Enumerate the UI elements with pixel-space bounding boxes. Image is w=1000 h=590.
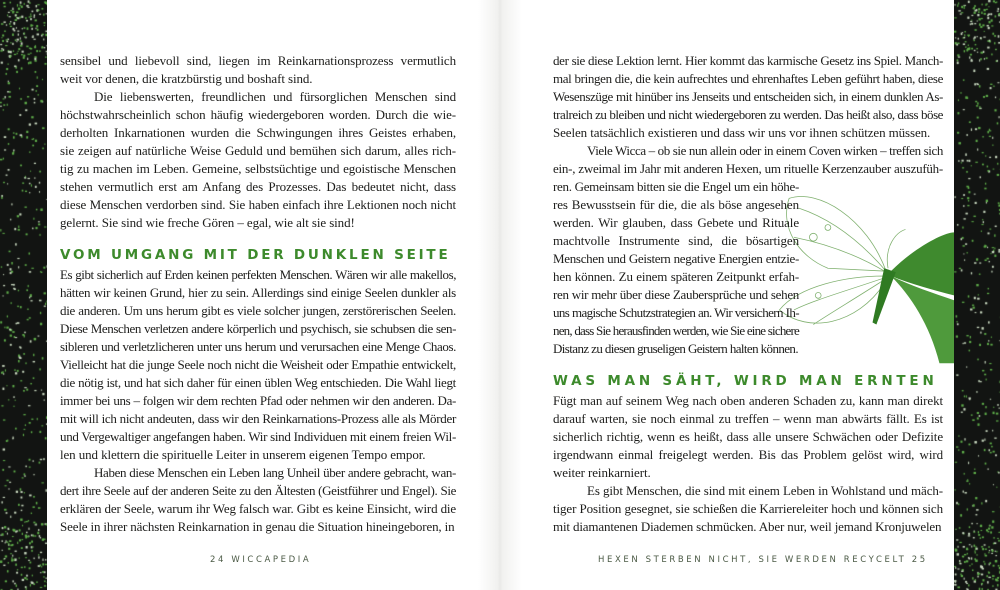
text-line: len und klettern die spirituelle Leiter in unserem eigenen Tempo empor. — [60, 447, 426, 462]
text-line: weiter reinkarniert. — [553, 465, 651, 480]
text-line: Es gibt Menschen, die sind mit einem Leben in Wohlstand und mäch- — [587, 483, 943, 498]
text-line: erklären der Seele, warum ihr Weg falsch war. Gibt es keine Einsicht, wird die — [60, 501, 456, 516]
text-line: Viele Wicca – ob sie nun allein oder in einem Coven wirken – treffen sich — [587, 143, 943, 158]
decorative-border-right — [954, 0, 1000, 590]
text-line: nen, dass Sie herausfinden werden, wie Sie eine sichere — [553, 323, 799, 338]
text-line: darauf warten, sie noch einmal zu treffen – wenn man abwärts fällt. Es ist — [553, 411, 943, 426]
text-line: mit diamantenen Diademen schmücken. Aber nur, weil jemand Kronjuwelen — [553, 519, 942, 534]
page-gutter — [478, 0, 522, 590]
text-line: sensibel und liebevoll sind, liegen im Reinkarnationsprozess vermutlich — [60, 53, 456, 68]
text-line: mit will ich nicht andeuten, dass wir den Reinkarnations-Prozess alle als Mörder — [60, 411, 456, 426]
text-line: dert ihre Seele auf der anderen Seite zu den Ältesten (Geistführer und Engel). Sie — [60, 483, 456, 498]
text-line: machtvolle Instrumente sind, die bösartigen — [553, 233, 799, 248]
text-line: ren. Gemeinsam bitten sie die Engel um ein höhe- — [553, 179, 799, 194]
text-line: hätten wir keinen Grund, hier zu sein. Allerdings sind einige Seelen dunkler als — [60, 285, 456, 300]
text-line: werden. Wir glauben, dass Gebete und Rituale — [553, 215, 799, 230]
page-footer-right: HEXEN STERBEN NICHT, SIE WERDEN RECYCELT 25 — [598, 555, 928, 565]
text-line: Fügt man auf seinem Weg nach oben anderen Schaden zu, kann man direkt — [553, 393, 943, 408]
decorative-border-left — [0, 0, 47, 590]
text-line: tig zu machen im Leben. Gemeine, selbstsüchtige und egoistische Menschen — [60, 161, 456, 176]
section-heading: VOM UMGANG MIT DER DUNKLEN SEITE — [60, 247, 451, 263]
text-line: Die liebenswerten, freundlichen und fürsorglichen Menschen sind — [94, 89, 456, 104]
text-line: stehen vermutlich erst am Anfang des Prozesses. Das bedeutet nicht, dass — [60, 179, 456, 194]
text-line: irgendwann einmal freigelegt werden. Bis das Problem gelöst wird, wird — [553, 447, 943, 462]
text-line: Seele in ihrer nächsten Reinkarnation in genau die Situation hineingeboren, in — [60, 519, 455, 534]
text-line: Vielleicht hat die junge Seele noch nicht die Weisheit oder Empathie entwickelt, — [60, 357, 456, 372]
text-line: uns magische Schutzstrategien an. Wir versichern Ih- — [553, 305, 799, 320]
text-line: Distanz zu diesen gruseligen Geistern halten können. — [553, 341, 798, 356]
text-line: sie zeigen auf natürliche Weise Geduld und bemühen sich darum, alles rich- — [60, 143, 456, 158]
text-line: Diese Menschen verletzen andere körperlich und psychisch, sie schubsen die sen- — [60, 321, 456, 336]
text-line: höchstwahrscheinlich schon häufig wiedergeboren worden. Durch die wie- — [60, 107, 456, 122]
right-page-text — [553, 52, 943, 536]
text-line: weit vor denen, die kratzbürstig und boshaft sind. — [60, 71, 313, 86]
text-line: und Vergewaltiger angefangen haben. Wir sind Individuen mit einem freien Wil- — [60, 429, 456, 444]
text-line: die anderen. Um uns herum gibt es viele solcher jungen, zerstörerischen Seelen. — [60, 303, 456, 318]
text-line: die nötig ist, und hat sich daher für einen üblen Weg entschieden. Die Wahl liegt — [60, 375, 456, 390]
text-line: Wesenszüge mit hinüber ins Jenseits und entscheiden sich, in einem dunklen As- — [553, 89, 943, 104]
text-line: Es gibt sicherlich auf Erden keinen perfekten Menschen. Wären wir alle makellos, — [60, 267, 456, 282]
text-line: der sie diese Lektion lernt. Hier kommt das karmische Gesetz ins Spiel. Manch- — [553, 53, 943, 68]
text-line: ren wir mehr über diese Zaubersprüche und sehen — [553, 287, 799, 302]
text-line: hen können. Zu einem späteren Zeitpunkt erfah- — [553, 269, 799, 284]
page-footer-left: 24 WICCAPEDIA — [210, 555, 312, 565]
text-line: Menschen und Geistern negative Energien entzie- — [553, 251, 799, 266]
text-line: mal bringen die, die kein aufrechtes und ehrenhaftes Leben geführt haben, diese — [553, 71, 943, 86]
left-page-text — [60, 52, 456, 536]
text-line: Seelen tatsächlich existieren und dass wir uns vor ihnen schützen müssen. — [553, 125, 931, 140]
section-heading: WAS MAN SÄHT, WIRD MAN ERNTEN — [553, 373, 938, 389]
text-line: tiger Position gesegnet, sie schießen die Karriereleiter hoch und können sich — [553, 501, 943, 516]
text-line: derholten Inkarnationen wurden die Schwingungen ihres Geistes erhaben, — [60, 125, 456, 140]
text-line: gelernt. Sie sind wie freche Gören – egal, wie alt sie sind! — [60, 215, 355, 230]
text-line: immer bei uns – folgen wir dem rechten Pfad oder nehmen wir den anderen. Da- — [60, 393, 456, 408]
text-line: sicherlich richtig, wenn es heißt, dass alle unsere Schwächen oder Defizite — [553, 429, 943, 444]
text-line: diese Menschen verdorben sind. Sie haben einfach ihre Lektionen noch nicht — [60, 197, 456, 212]
text-line: Haben diese Menschen ein Leben lang Unheil über andere gebracht, wan- — [94, 465, 456, 480]
text-line: tralreich zu bleiben und nicht wiedergeboren zu werden. Das heißt also, dass böse — [553, 107, 943, 122]
text-line: sibleren und verletzlicheren unter uns herum und verursachen eine Menge Chaos. — [60, 339, 456, 354]
text-line: ein-, zweimal im Jahr mit anderen Hexen, um rituelle Kerzenzauber auszufüh- — [553, 161, 943, 176]
text-line: res Bewusstsein für die, die als böse angesehen — [553, 197, 799, 212]
